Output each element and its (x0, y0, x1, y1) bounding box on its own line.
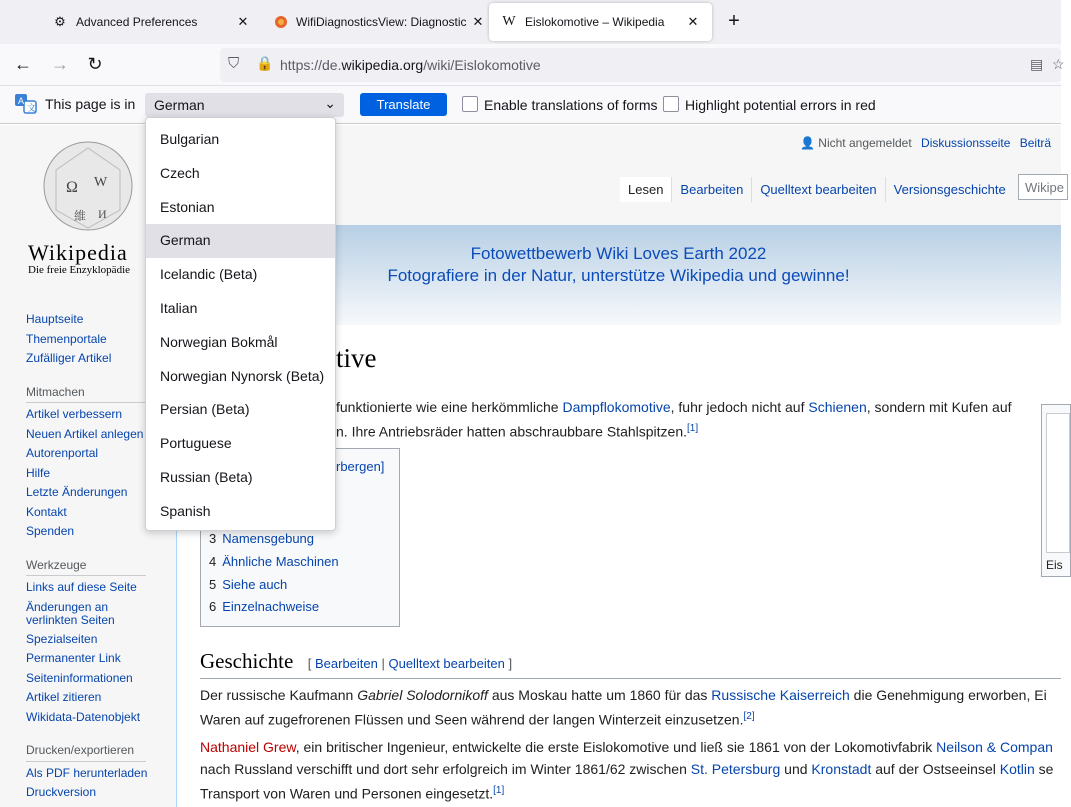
language-option[interactable]: Russian (Beta) (160, 468, 253, 485)
translate-button[interactable]: Translate (360, 93, 447, 116)
link-schienen[interactable]: Schienen (808, 399, 867, 415)
paragraph-1-line1: Der russische Kaufmann Gabriel Solodornikoff aus Moskau hatte um 1860 für das Russische Kaiserreich die Genehmigung erworben, Ei (200, 687, 1047, 703)
bookmark-icon[interactable]: ☆ (1052, 56, 1065, 72)
link-nathaniel-grew[interactable]: Nathaniel Grew (200, 739, 296, 755)
tab-wifi-diagnostics[interactable] (262, 3, 488, 41)
language-option[interactable]: Norwegian Nynorsk (Beta) (160, 367, 325, 384)
not-logged-in-label: Nicht angemeldet (818, 136, 912, 150)
paragraph-1-line2: Waren auf zugefrorenen Flüssen und Seen während der langen Winterzeit einzusetzen.[2] (200, 711, 755, 728)
link-dampflokomotive[interactable]: Dampflokomotive (562, 399, 671, 415)
sidebar-item[interactable]: Als PDF herunterladen (26, 765, 148, 780)
url-text[interactable]: https://de.wikipedia.org/wiki/Eislokomotive (280, 57, 541, 73)
infobox-caption: Eis (1046, 558, 1063, 572)
tab-eislokomotive[interactable] (489, 3, 712, 41)
banner-line-1: Fotowettbewerb Wiki Loves Earth 2022 (470, 244, 767, 263)
page-tabs (620, 177, 1014, 202)
highlight-errors-checkbox[interactable] (663, 96, 679, 112)
language-option[interactable]: Bulgarian (160, 131, 220, 147)
reader-view-icon[interactable]: ▤ (1030, 56, 1044, 72)
svg-text:И: И (98, 207, 107, 221)
sidebar-item[interactable]: Artikel verbessern (26, 407, 123, 421)
tab-advanced-preferences[interactable] (40, 3, 262, 41)
sidebar-item-zufaelliger-artikel[interactable]: Zufälliger Artikel (26, 351, 112, 365)
toc-hide-link[interactable]: rbergen] (336, 459, 385, 474)
language-option[interactable]: Estonian (160, 198, 215, 215)
url-bar[interactable] (220, 48, 1065, 82)
paragraph-2-line1: Nathaniel Grew, ein britischer Ingenieur, entwickelte die erste Eislokomotive und ließ sie 1861 von der Lokomotivfabrik Neilson & Compan (200, 739, 1053, 755)
svg-text:A: A (18, 96, 25, 106)
section-edit-link[interactable]: Bearbeiten (314, 656, 378, 671)
tab-quelltext-bearbeiten[interactable]: Quelltext bearbeiten (751, 177, 884, 202)
section-edit-links: [ Bearbeiten | Quelltext bearbeiten ] (307, 656, 513, 671)
personal-tools (800, 136, 1051, 150)
language-option-selected[interactable]: German (146, 224, 335, 258)
tab-title: Eislokomotive – Wikipedia (525, 15, 665, 29)
wikipedia-w-icon: W (502, 14, 516, 29)
paragraph-2-line2: nach Russland verschifft und dort sehr erfolgreich im Winter 1861/62 zwischen St. Petersburg und Kronstadt auf der Ostseeinsel Kotlin se (200, 761, 1054, 777)
sidebar-item[interactable]: Letzte Änderungen (26, 485, 128, 499)
back-arrow-icon[interactable]: ← (14, 54, 32, 74)
language-option[interactable]: Icelandic (Beta) (160, 266, 258, 283)
language-option[interactable]: Czech (160, 164, 200, 181)
intro-paragraph-line1: funktionierte wie eine herkömmliche Dampflokomotive, fuhr jedoch nicht auf Schienen, sondern mit Kufen auf (336, 399, 1012, 415)
forward-arrow-icon[interactable]: → (51, 54, 69, 74)
reference-1b[interactable]: [1] (493, 785, 505, 796)
svg-text:文: 文 (27, 103, 37, 113)
toc-item[interactable]: 3 Namensgebung (209, 531, 315, 546)
sidebar-item[interactable]: Artikel zitieren (26, 690, 102, 704)
language-option[interactable]: Spanish (160, 502, 211, 519)
sidebar-item[interactable]: Kontakt (26, 504, 67, 519)
toc-item[interactable]: 6 Einzelnachweise (209, 599, 320, 614)
sidebar-item[interactable]: Hilfe (26, 465, 51, 480)
sidebar-item[interactable]: Änderungen an verlinkten Seiten (26, 599, 115, 627)
sidebar-item[interactable]: Links auf diese Seite (26, 580, 137, 594)
banner-line-2: Fotografiere in der Natur, unterstütze Wikipedia und gewinne! (387, 266, 850, 285)
wikipedia-wordmark: Wikipedia (28, 240, 128, 265)
language-option[interactable]: Portuguese (160, 435, 232, 452)
tab-bearbeiten[interactable]: Bearbeiten (671, 177, 751, 202)
link-kotlin[interactable]: Kotlin (999, 761, 1035, 777)
link-kronstadt[interactable]: Kronstadt (811, 761, 872, 777)
gear-icon: ⚙ (54, 14, 66, 29)
wikipedia-globe-logo[interactable] (36, 140, 140, 238)
language-dropdown (145, 117, 336, 531)
section-title: Geschichte (200, 649, 294, 673)
navigation-bar (0, 44, 1065, 86)
reference-2[interactable]: [2] (743, 711, 755, 722)
svg-text:維: 維 (74, 209, 87, 223)
wifi-icon (274, 14, 288, 30)
paragraph-2-line3: Transport von Waren und Personen eingesetzt.[1] (200, 785, 505, 802)
close-icon[interactable]: ✕ (687, 14, 699, 29)
close-icon[interactable]: ✕ (472, 14, 484, 29)
talk-link[interactable]: Diskussionsseite (921, 136, 1011, 150)
intro-paragraph-line2: n. Ihre Antriebsräder hatten abschraubbare Stahlspitzen.[1] (336, 423, 699, 440)
chevron-down-icon: ⌄ (324, 95, 336, 111)
sidebar-item-themenportale[interactable]: Themenportale (26, 331, 107, 346)
tab-lesen[interactable]: Lesen (620, 177, 671, 202)
tab-title: WifiDiagnosticsView: Diagnostic (296, 15, 467, 29)
toc-item[interactable]: 4 Ähnliche Maschinen (209, 554, 339, 569)
new-tab-button[interactable]: + (728, 10, 740, 32)
svg-text:W: W (94, 175, 108, 190)
close-icon[interactable]: ✕ (237, 14, 249, 29)
wikipedia-tagline: Die freie Enzyklopädie (28, 264, 131, 276)
sidebar-item[interactable]: Druckversion (26, 785, 97, 799)
language-select[interactable] (145, 93, 344, 117)
translate-icon (14, 93, 38, 115)
enable-forms-label: Enable translations of forms (484, 97, 658, 113)
sidebar-item[interactable]: Neuen Artikel anlegen (26, 426, 144, 441)
shield-icon[interactable]: ⛉ (228, 55, 240, 72)
language-option[interactable]: Norwegian Bokmål (160, 333, 278, 350)
link-russisches-kaiserreich[interactable]: Russische Kaiserreich (711, 687, 850, 703)
highlight-errors-label: Highlight potential errors in red (685, 97, 876, 113)
sidebar-item[interactable]: Autorenportal (26, 446, 99, 460)
sidebar-item[interactable]: Spenden (26, 524, 75, 538)
toc-item[interactable]: 5 Siehe auch (209, 577, 288, 592)
translation-label: This page is in (45, 96, 136, 112)
sidebar-heading-mitmachen: Mitmachen (26, 384, 85, 399)
sidebar-item[interactable]: Wikidata-Datenobjekt (26, 709, 141, 724)
sidebar-heading-drucken: Drucken/exportieren (26, 743, 135, 757)
tab-versionsgeschichte[interactable]: Versionsgeschichte (885, 177, 1014, 202)
infobox (1041, 404, 1071, 577)
link-st-petersburg[interactable]: St. Petersburg (690, 761, 781, 777)
sidebar-item[interactable]: Seiteninformationen (26, 670, 133, 685)
reference-1[interactable]: [1] (687, 423, 699, 434)
search-input[interactable]: Wikipe (1018, 174, 1068, 200)
sidebar-item[interactable]: Spezialseiten (26, 631, 98, 646)
sidebar-item[interactable]: Permanenter Link (26, 651, 121, 665)
language-option[interactable]: Persian (Beta) (160, 401, 250, 418)
language-option[interactable]: Italian (160, 299, 198, 316)
section-heading (200, 649, 1061, 679)
svg-text:Ω: Ω (66, 179, 78, 196)
reload-icon[interactable]: ↻ (87, 54, 103, 74)
tab-strip (0, 0, 1061, 44)
page-title: tive (336, 343, 377, 373)
link-neilson[interactable]: Neilson & Compan (936, 739, 1053, 755)
contributions-link[interactable]: Beiträ (1019, 136, 1052, 150)
user-icon: 👤 (800, 136, 815, 150)
lock-icon[interactable]: 🔒 (256, 55, 274, 71)
language-select-value: German (154, 97, 205, 113)
sidebar-item-hauptseite[interactable]: Hauptseite (26, 312, 84, 326)
infobox-image[interactable] (1046, 413, 1070, 553)
enable-forms-checkbox[interactable] (462, 96, 478, 112)
sidebar-heading-werkzeuge: Werkzeuge (26, 557, 87, 572)
tab-title: Advanced Preferences (76, 15, 198, 29)
section-source-link[interactable]: Quelltext bearbeiten (388, 656, 505, 671)
